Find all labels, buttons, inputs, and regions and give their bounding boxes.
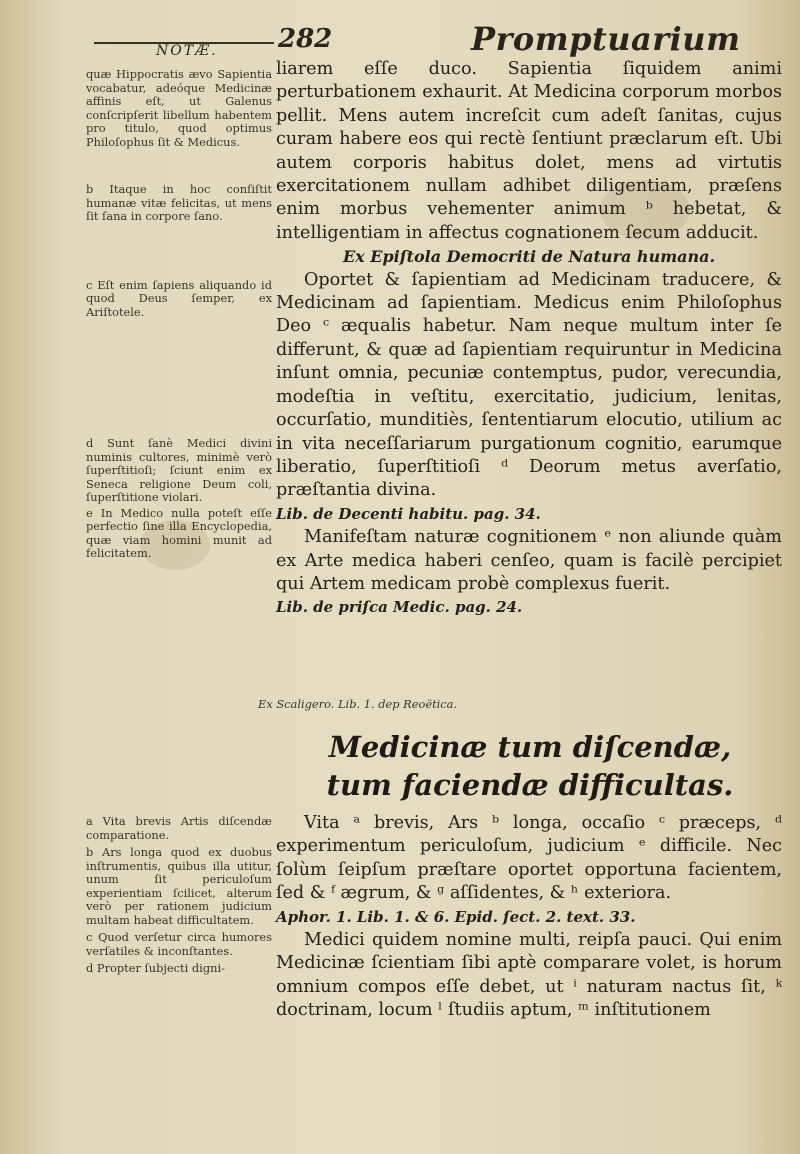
paragraph: Medici quidem nomine multi, reipſa pauci. Qui enim Medicinæ ſcientiam ſibi aptè comparare volet, is horum omnium compos eſſe debet, ut ⁱ naturam nactus ſit, ᵏ doctrinam, locum ˡ ſtudiis aptum, ᵐ inſtitutionem — [276, 930, 782, 1021]
margin-note: d Sunt ſanè Medici divini numinis cultores, minimè verò ſuperſtitioſi; ſciunt enim ex Seneca religione Deum coli, ſuperſtitione violari. — [86, 436, 272, 504]
paragraph: Oportet & ſapientiam ad Medicinam traducere, & Medicinam ad ſapientiam. Medicus enim Philoſophus Deo ᶜ æqualis habetur. Nam neque multum inter ſe differunt, & quæ ad ſapientiam requiruntur in Medicina inſunt omnia, pecuniæ contemptus, pudor, verecundia, modeſtia in veſtitu, exercitatio, judicium, lenitas, occurſatio, munditiès, ſententiarum elocutio, utilium ac in vita neceſſariarum purgationum cognitio, earumque liberatio, ſuperſtitioſi ᵈ Deorum metus averſatio, præſtantia divina. — [276, 269, 782, 501]
paragraph: Manifeſtam naturæ cognitionem ᵉ non aliunde quàm ex Arte medica haberi cenſeo, quam is facilè percipiet qui Artem medicam probè complexus fuerit. — [276, 527, 782, 594]
margin-note: d Propter ſubjecti digni- — [86, 961, 225, 975]
main-text-bottom — [276, 812, 782, 1023]
margin-note: a Vita brevis Artis diſcendæ comparatione. — [86, 814, 272, 842]
running-head: Promptuarium — [471, 20, 741, 58]
paragraph: Vita ᵃ brevis, Ars ᵇ longa, occaſio ᶜ præceps, ᵈ experimentum periculoſum, judicium ᵉ difficile. Nec ſolùm ſeipſum præſtare oportet opportuna facientem, ſed & ᶠ ægrum, & ᵍ aſſidentes, & ʰ exteriora. — [276, 813, 782, 904]
page-number: 282 — [278, 24, 333, 54]
margin-note: quæ Hippocratis ævo Sapientia vocabatur, adeóque Medicinæ affinis eſt, ut Galenus conſcripſerit libellum habentem pro titulo, quod optimus Philoſophus ſit & Medicus. — [86, 67, 272, 149]
margin-note: e In Medico nulla poteſt eſſe perfectio ſine illa Encyclopedia, quæ viam homini munit ad felicitatem. — [86, 505, 272, 560]
margin-note: c Eſt enim ſapiens aliquando id quod Deus ſemper, ex Ariſtotele. — [86, 277, 272, 319]
notes-heading: NOTÆ. — [156, 43, 218, 59]
margin-notes-bottom — [86, 815, 272, 976]
paragraph: liarem eſſe duco. Sapientia ſiquidem animi perturbationem exhaurit. At Medicina corporum morbos pellit. Mens autem increſcit cum adeſt ſanitas, cujus curam habere eos qui rectè ſentiunt præclarum eſt. Ubi autem corporis habitus dolet, mens ad virtutis exercitationem nullam adhibet diligentiam, præſens enim morbus vehementer animum ᵇ hebetat, & intelligentiam in affectus cognationem ſecum adducit. — [276, 59, 782, 243]
source-citation: Lib. de priſca Medic. pag. 24. — [276, 598, 523, 617]
margin-note: c Quod verſetur circa humores verſatiles & inconſtantes. — [86, 930, 272, 958]
margin-note: b Itaque in hoc conſiſtit humanæ vitæ felicitas, ut mens ſit ſana in corpore ſano. — [86, 182, 272, 223]
section-heading: Medicinæ tum diſcendæ, tum faciendæ difficultas. — [326, 730, 734, 802]
source-citation: Lib. de Decenti habitu. pag. 34. — [276, 504, 541, 523]
source-citation: Ex Epiſtola Democriti de Natura humana. — [342, 247, 716, 267]
margin-notes-top — [86, 68, 272, 561]
main-text-top — [276, 58, 782, 620]
note-source: Ex Scaligero. Lib. 1. dep Reoëtica. — [258, 697, 458, 711]
margin-note: b Ars longa quod ex duobus inſtrumentis, quibus illa utitur, unum ſit periculoſum experientiam ſcilicet, alterum verò per rationem judicium multam habeat difficultatem. — [86, 845, 272, 927]
source-citation: Aphor. 1. Lib. 1. & 6. Epid. ſect. 2. text. 33. — [276, 907, 636, 926]
